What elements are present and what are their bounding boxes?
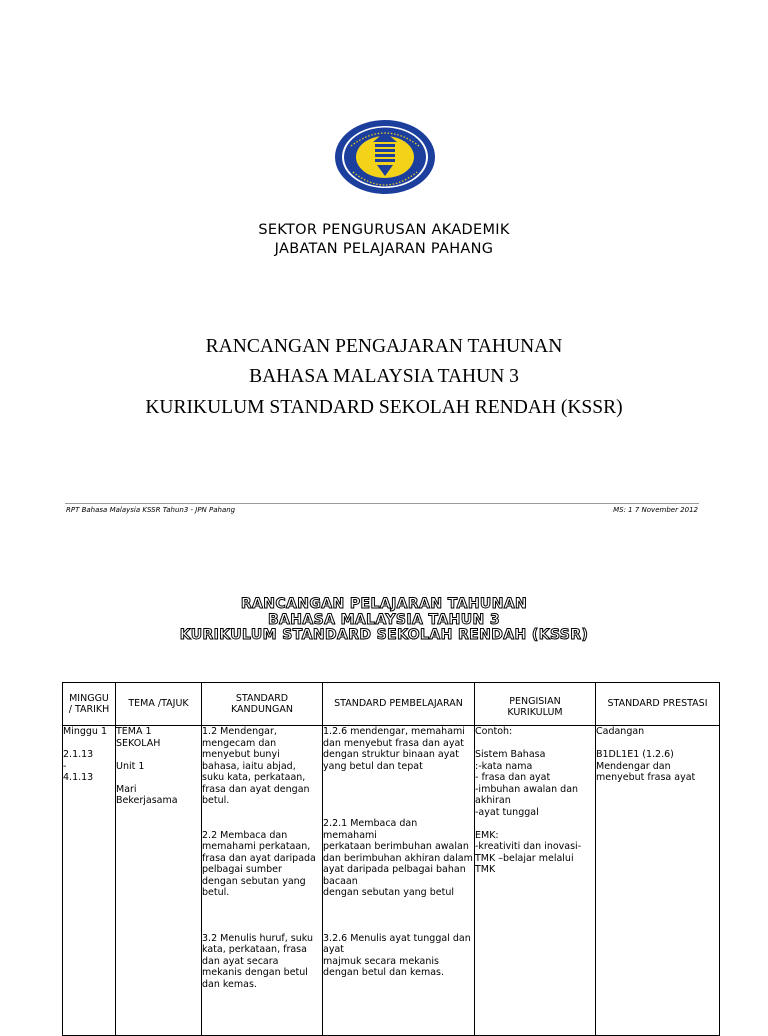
header-pengisian-kurikulum: PENGISIAN KURIKULUM bbox=[475, 683, 596, 726]
document-title-line-1: RANCANGAN PENGAJARAN TAHUNAN bbox=[205, 336, 563, 357]
header-tema: TEMA /TAJUK bbox=[116, 683, 202, 726]
tarikh-start: 2.1.13 bbox=[63, 749, 94, 760]
cell-standard-pembelajaran bbox=[323, 726, 475, 1036]
cell-tema bbox=[116, 726, 202, 1036]
tarikh-end: 4.1.13 bbox=[63, 772, 94, 783]
header-standard-prestasi: STANDARD PRESTASI bbox=[596, 683, 720, 726]
cell-pengisian-kurikulum bbox=[475, 726, 596, 1036]
rpt-table bbox=[62, 682, 720, 1036]
org-line-1: SEKTOR PENGURUSAN AKADEMIK bbox=[258, 222, 510, 238]
outline-title-line-1: RANCANGAN PELAJARAN TAHUNAN bbox=[240, 596, 528, 612]
sk-item-2-2: 2.2 Membaca dan memahami perkataan, frasa dan ayat daripada pelbagai sumber dengan sebutan yang betul. bbox=[202, 829, 316, 898]
minggu-label: Minggu 1 bbox=[63, 726, 108, 737]
tarikh-dash: - bbox=[63, 760, 67, 772]
header-rule bbox=[65, 503, 699, 504]
table-row bbox=[63, 726, 720, 1036]
cell-minggu bbox=[63, 726, 116, 1036]
spr-cadangan: Cadangan bbox=[596, 726, 645, 737]
document-title-line-3: KURIKULUM STANDARD SEKOLAH RENDAH (KSSR) bbox=[145, 397, 623, 418]
header-minggu: MINGGU / TARIKH bbox=[63, 683, 116, 726]
sk-item-1-2: 1.2 Mendengar, mengecam dan menyebut bunyi bahasa, iaitu abjad, suku kata, perkataan, frasa dan ayat dengan betul. bbox=[202, 726, 310, 806]
outline-title-line-3: KURIKULUM STANDARD SEKOLAH RENDAH (KSSR) bbox=[179, 627, 589, 643]
unit-label: Unit 1 bbox=[116, 760, 145, 772]
sp-item-3-2-6: 3.2.6 Menulis ayat tunggal dan ayat majmuk secara mekanis dengan betul dan kemas. bbox=[323, 932, 471, 978]
sp-item-1-2-6: 1.2.6 mendengar, memahami dan menyebut frasa dan ayat dengan struktur binaan ayat yang betul dan tepat bbox=[323, 726, 465, 772]
cell-standard-kandungan bbox=[202, 726, 323, 1036]
pk-sistem-bahasa: Sistem Bahasa :-kata nama - frasa dan ayat -imbuhan awalan dan akhiran -ayat tunggal bbox=[475, 749, 579, 818]
document-title-line-2: BAHASA MALAYSIA TAHUN 3 bbox=[249, 366, 519, 387]
org-line-2: JABATAN PELAJARAN PAHANG bbox=[274, 241, 494, 257]
sk-item-3-2: 3.2 Menulis huruf, suku kata, perkataan, frasa dan ayat secara mekanis dengan betul dan kemas. bbox=[202, 932, 314, 990]
spr-b1dl1e1: B1DL1E1 (1.2.6) Mendengar dan menyebut frasa ayat bbox=[596, 749, 696, 783]
page-header-right: MS: 1 7 November 2012 bbox=[613, 506, 698, 514]
jabatan-pelajaran-pahang-logo bbox=[333, 118, 437, 196]
header-standard-pembelajaran: STANDARD PEMBELAJARAN bbox=[323, 683, 475, 726]
outline-title-line-2: BAHASA MALAYSIA TAHUN 3 bbox=[267, 612, 501, 628]
pk-contoh: Contoh: bbox=[475, 726, 513, 737]
table-header-row bbox=[63, 683, 720, 726]
header-standard-kandungan: STANDARD KANDUNGAN bbox=[202, 683, 323, 726]
sp-item-2-2-1: 2.2.1 Membaca dan memahami perkataan berimbuhan awalan dan berimbuhan akhiran dalam ayat daripada pelbagai bahan bacaan dengan sebutan yang betul bbox=[323, 818, 473, 898]
pk-emk: EMK: -kreativiti dan inovasi- TMK –belajar melalui TMK bbox=[475, 829, 582, 875]
tema-label: TEMA 1 SEKOLAH bbox=[116, 726, 161, 749]
tajuk-label: Mari Bekerjasama bbox=[116, 783, 178, 806]
page-header-left: RPT Bahasa Malaysia KSSR Tahun3 - JPN Pahang bbox=[66, 506, 236, 514]
cell-standard-prestasi bbox=[596, 726, 720, 1036]
